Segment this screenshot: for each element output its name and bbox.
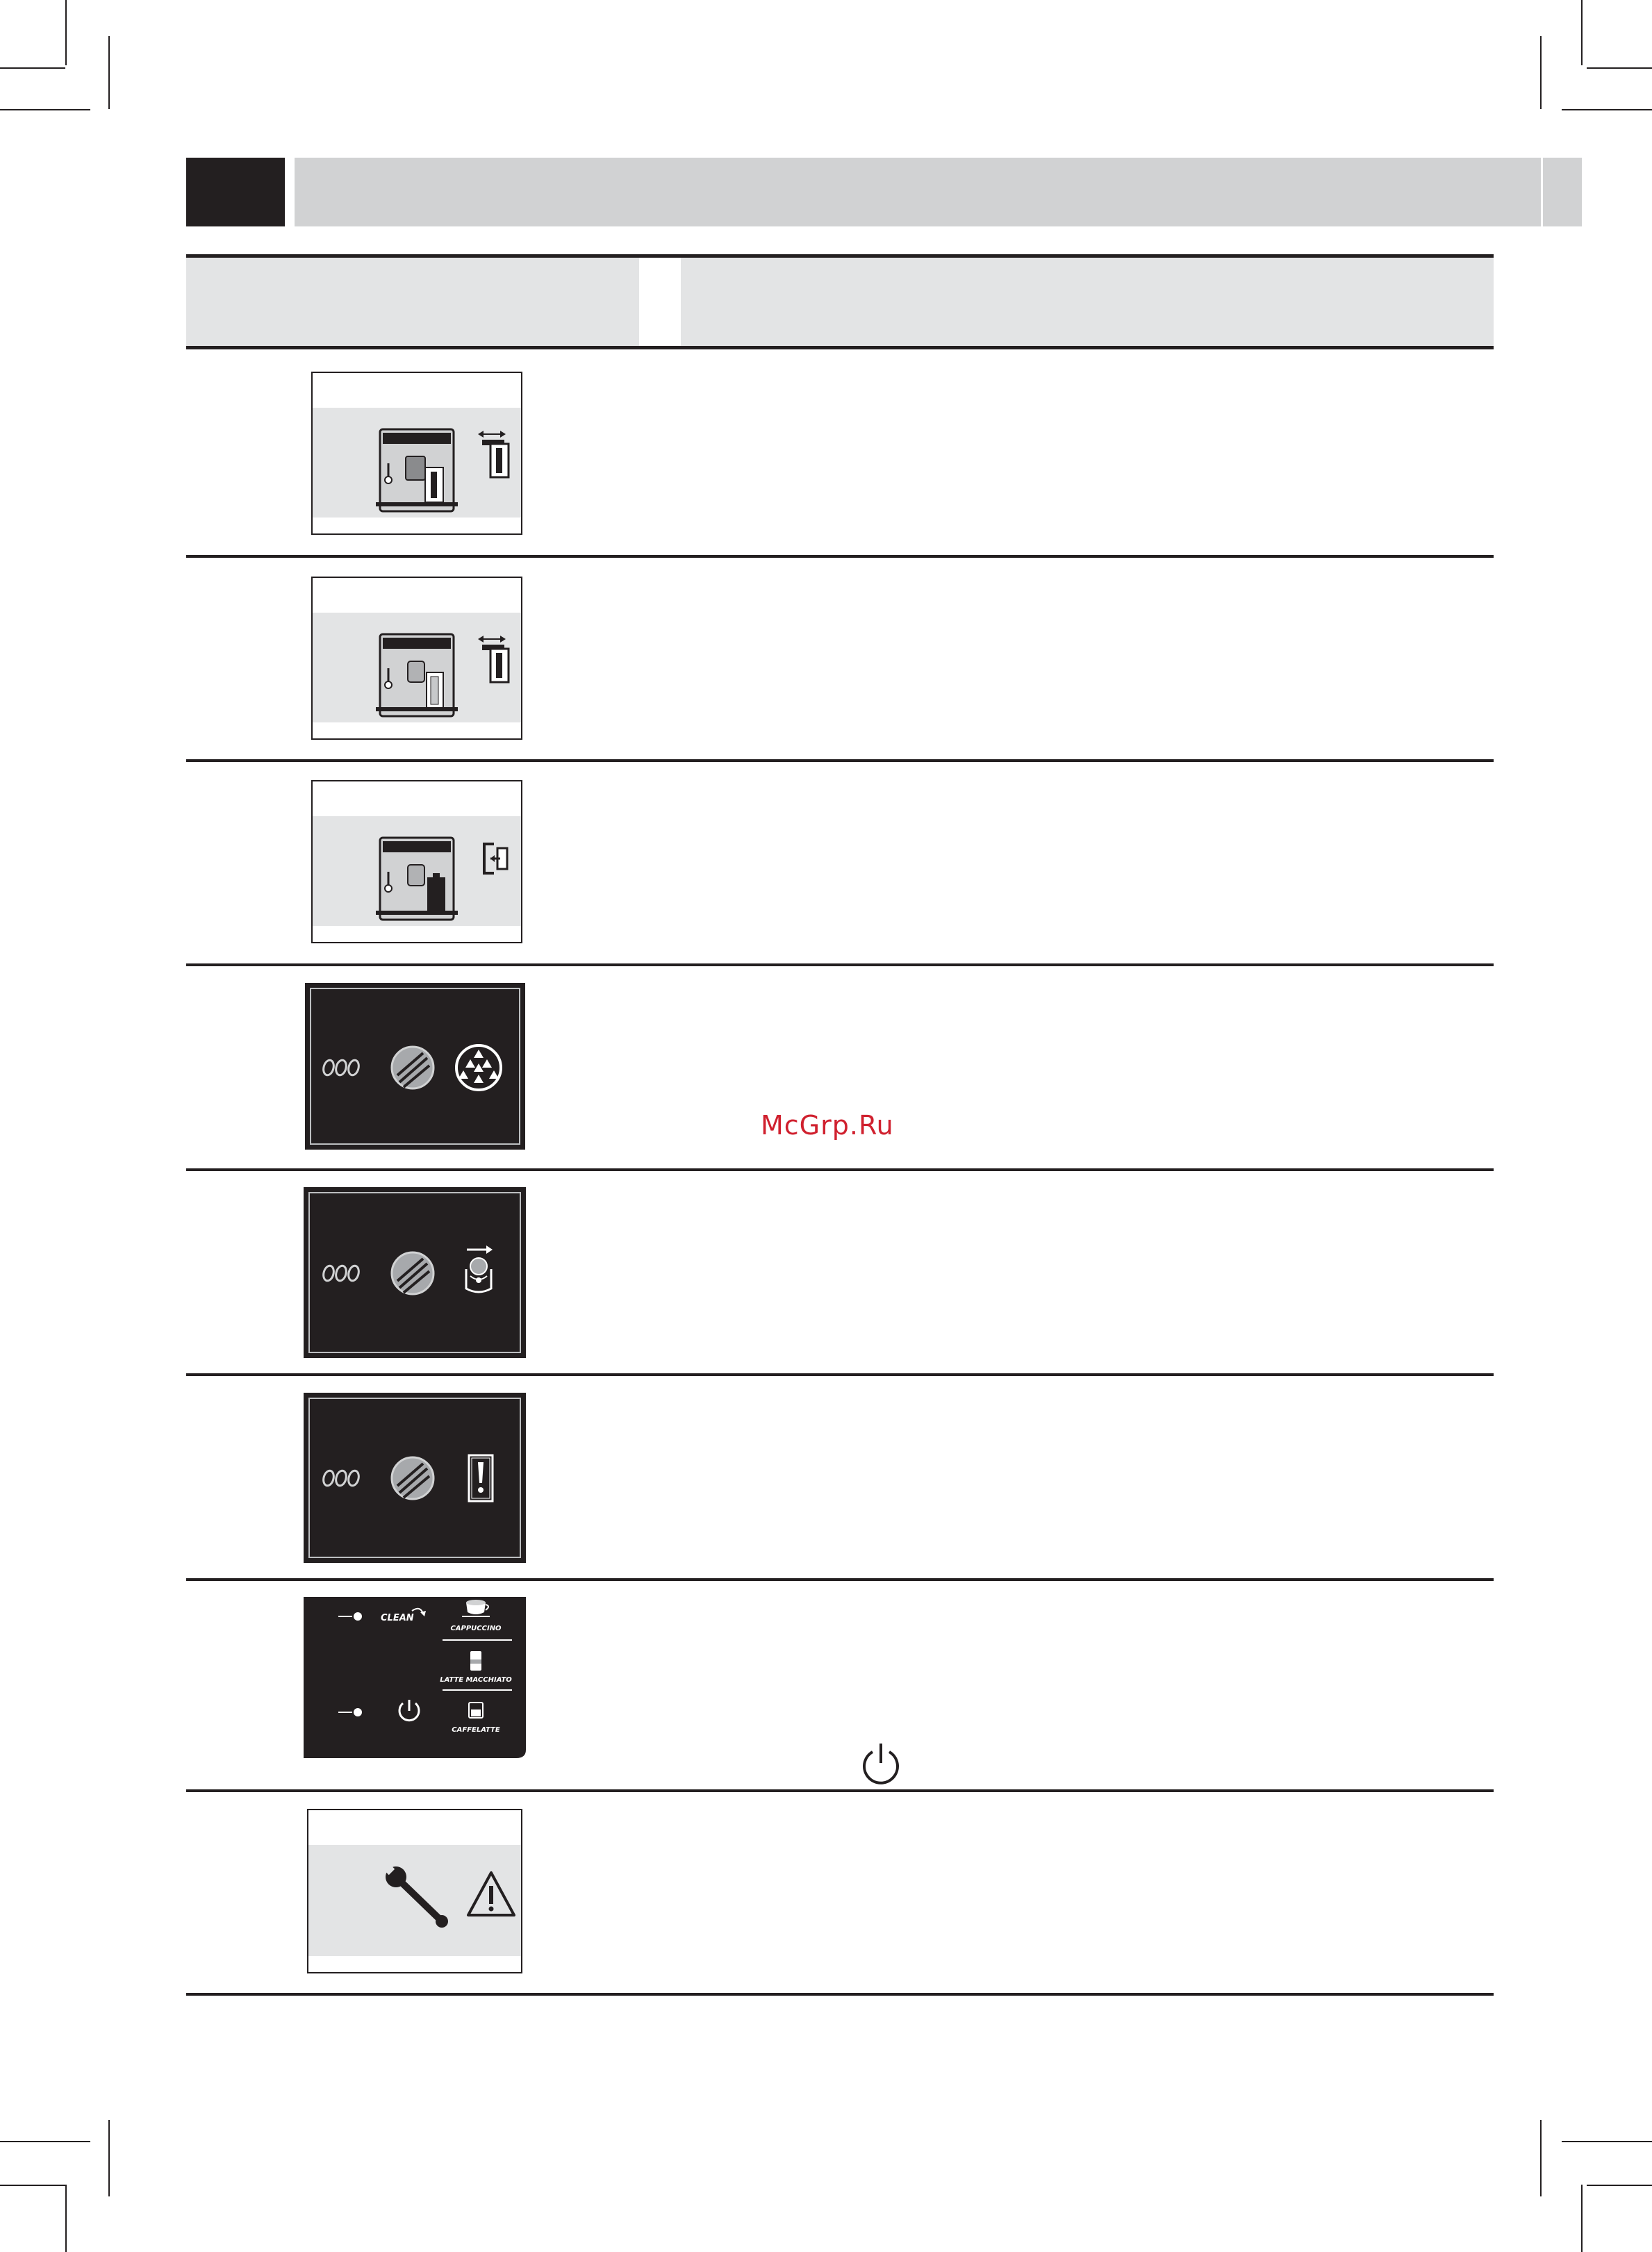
- table-header-cell-display: [186, 258, 639, 346]
- grinder-dial-icon: [392, 1047, 433, 1088]
- clean-label: CLEAN: [381, 1613, 414, 1623]
- grinder-dial-icon: [392, 1457, 433, 1499]
- service-warning-icon: [307, 1809, 522, 1973]
- crop-mark: [1587, 2185, 1652, 2186]
- machine-dispenser-raised-icon: [311, 577, 522, 740]
- crop-mark: [1581, 2185, 1583, 2252]
- crop-mark: [65, 2185, 67, 2252]
- row-divider: [186, 1373, 1494, 1376]
- row-divider: [186, 1789, 1494, 1792]
- row-divider: [186, 963, 1494, 966]
- crop-mark: [0, 67, 65, 69]
- latte-macchiato-label: LATTE MACCHIATO: [440, 1676, 512, 1684]
- caffelatte-label: CAFFELATTE: [452, 1726, 500, 1734]
- crop-mark: [1540, 36, 1542, 109]
- beans-strength-bean-container-icon: [305, 983, 525, 1150]
- beans-strength-ground-coffee-icon: [304, 1187, 526, 1358]
- table-header: [186, 254, 1494, 349]
- row-divider: [186, 555, 1494, 558]
- row-divider: [186, 1993, 1494, 1996]
- crop-mark: [1540, 2120, 1542, 2196]
- latte-macchiato-icon: [470, 1651, 481, 1671]
- beans-strength-warning-icon: [304, 1393, 526, 1563]
- row-divider: [186, 1578, 1494, 1581]
- chapter-title-divider: [1541, 158, 1543, 226]
- cappuccino-label: CAPPUCCINO: [450, 1625, 502, 1632]
- crop-mark: [1587, 67, 1652, 69]
- crop-mark: [0, 2185, 65, 2186]
- table-header-cell-description: [681, 258, 1494, 346]
- crop-mark: [108, 2120, 110, 2196]
- table-header-rule-bottom: [186, 346, 1494, 349]
- crop-mark: [1581, 0, 1583, 65]
- chapter-title-bar: [295, 158, 1582, 226]
- crop-mark: [0, 109, 90, 110]
- crop-mark: [1562, 109, 1652, 110]
- crop-mark: [65, 0, 67, 65]
- row-divider: [186, 1168, 1494, 1171]
- power-standby-icon: [859, 1741, 903, 1785]
- crop-mark: [1562, 2141, 1652, 2142]
- milk-menu-power-panel: [304, 1597, 526, 1758]
- grinder-dial-icon: [392, 1252, 433, 1294]
- machine-dispenser-lowered-icon: [311, 372, 522, 535]
- crop-mark: [108, 36, 110, 109]
- crop-mark: [0, 2141, 90, 2142]
- machine-insert-cup-icon: [311, 780, 522, 943]
- row-divider: [186, 759, 1494, 762]
- watermark: McGrp.Ru: [761, 1110, 894, 1141]
- chapter-tab: [186, 158, 285, 226]
